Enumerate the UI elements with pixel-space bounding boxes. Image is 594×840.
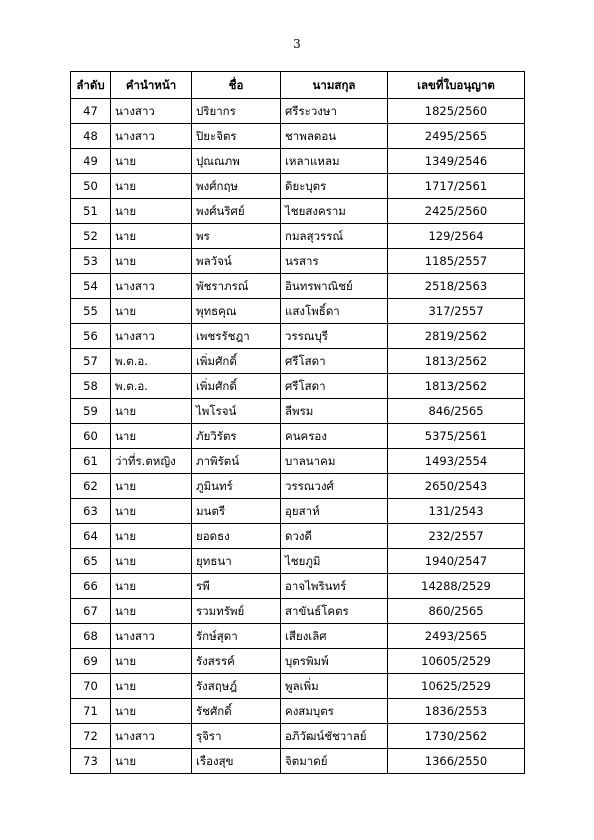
cell-license-number: 2518/2563 <box>388 274 525 299</box>
cell-license-number: 5375/2561 <box>388 424 525 449</box>
cell-title: นาย <box>111 499 192 524</box>
cell-no: 59 <box>71 399 111 424</box>
table-row <box>71 349 525 374</box>
cell-license-number: 1813/2562 <box>388 374 525 399</box>
cell-title: นาย <box>111 699 192 724</box>
cell-title: นาย <box>111 549 192 574</box>
cell-title: นาย <box>111 749 192 774</box>
cell-license-number: 2495/2565 <box>388 124 525 149</box>
cell-last-name: ลีพรม <box>281 399 388 424</box>
cell-title: นาย <box>111 424 192 449</box>
page-number: 3 <box>293 37 301 51</box>
cell-title: นาย <box>111 249 192 274</box>
cell-title: นาย <box>111 674 192 699</box>
cell-no: 64 <box>71 524 111 549</box>
cell-license-number: 129/2564 <box>388 224 525 249</box>
cell-no: 60 <box>71 424 111 449</box>
cell-title: นาย <box>111 474 192 499</box>
cell-last-name: วรรณวงศ์ <box>281 474 388 499</box>
cell-no: 56 <box>71 324 111 349</box>
table-row <box>71 249 525 274</box>
cell-title: นาย <box>111 524 192 549</box>
cell-license-number: 2425/2560 <box>388 199 525 224</box>
cell-last-name: ดวงดี <box>281 524 388 549</box>
table-row <box>71 324 525 349</box>
cell-title: นางสาว <box>111 124 192 149</box>
cell-title: นางสาว <box>111 724 192 749</box>
cell-title: พ.ต.อ. <box>111 374 192 399</box>
table-header-row <box>71 72 525 99</box>
cell-no: 48 <box>71 124 111 149</box>
cell-last-name: วรรณบุรี <box>281 324 388 349</box>
cell-first-name: ไพโรจน์ <box>192 399 281 424</box>
table-row <box>71 99 525 124</box>
cell-title: นาย <box>111 299 192 324</box>
cell-no: 54 <box>71 274 111 299</box>
cell-last-name: เหลาแหลม <box>281 149 388 174</box>
cell-title: นางสาว <box>111 99 192 124</box>
cell-license-number: 860/2565 <box>388 599 525 624</box>
cell-license-number: 1940/2547 <box>388 549 525 574</box>
header-last-name: นามสกุล <box>281 72 388 99</box>
cell-license-number: 1349/2546 <box>388 149 525 174</box>
cell-first-name: เรืองสุข <box>192 749 281 774</box>
header-title: คำนำหน้า <box>111 72 192 99</box>
cell-title: ว่าที่ร.ตหญิง <box>111 449 192 474</box>
cell-license-number: 14288/2529 <box>388 574 525 599</box>
cell-first-name: ภัยวิรัตร <box>192 424 281 449</box>
cell-title: นาย <box>111 199 192 224</box>
cell-first-name: ปุณณภพ <box>192 149 281 174</box>
cell-no: 51 <box>71 199 111 224</box>
cell-license-number: 10605/2529 <box>388 649 525 674</box>
cell-last-name: ศรีระวงษา <box>281 99 388 124</box>
table-row <box>71 649 525 674</box>
cell-first-name: มนตรี <box>192 499 281 524</box>
cell-no: 73 <box>71 749 111 774</box>
cell-title: นาย <box>111 649 192 674</box>
cell-last-name: อภิวัฒน์ชัชวาลย์ <box>281 724 388 749</box>
cell-no: 49 <box>71 149 111 174</box>
cell-first-name: รพี <box>192 574 281 599</box>
cell-license-number: 1366/2550 <box>388 749 525 774</box>
cell-license-number: 1730/2562 <box>388 724 525 749</box>
table-row <box>71 474 525 499</box>
table-row <box>71 499 525 524</box>
cell-last-name: นรสาร <box>281 249 388 274</box>
cell-no: 57 <box>71 349 111 374</box>
cell-last-name: ศรีโสดา <box>281 349 388 374</box>
cell-title: นาย <box>111 599 192 624</box>
cell-title: นาย <box>111 399 192 424</box>
table-row <box>71 724 525 749</box>
cell-last-name: จิตมาดย์ <box>281 749 388 774</box>
cell-no: 58 <box>71 374 111 399</box>
cell-no: 53 <box>71 249 111 274</box>
cell-first-name: ปิยะจิตร <box>192 124 281 149</box>
table-row <box>71 224 525 249</box>
cell-title: นาย <box>111 224 192 249</box>
cell-last-name: ไชยสงคราม <box>281 199 388 224</box>
cell-first-name: พร <box>192 224 281 249</box>
table-row <box>71 374 525 399</box>
cell-first-name: รังสรรค์ <box>192 649 281 674</box>
cell-no: 70 <box>71 674 111 699</box>
table-row <box>71 199 525 224</box>
table-row <box>71 524 525 549</box>
cell-last-name: สาขันธ์โคตร <box>281 599 388 624</box>
cell-no: 52 <box>71 224 111 249</box>
cell-license-number: 2493/2565 <box>388 624 525 649</box>
cell-last-name: เสียงเลิศ <box>281 624 388 649</box>
table-row <box>71 124 525 149</box>
table-row <box>71 624 525 649</box>
cell-first-name: พงศ์นริศย์ <box>192 199 281 224</box>
cell-last-name: อุยสาห์ <box>281 499 388 524</box>
cell-no: 67 <box>71 599 111 624</box>
cell-first-name: รัชศักดิ์ <box>192 699 281 724</box>
cell-no: 68 <box>71 624 111 649</box>
license-table <box>70 71 525 774</box>
cell-no: 63 <box>71 499 111 524</box>
cell-no: 62 <box>71 474 111 499</box>
cell-last-name: คงสมบุตร <box>281 699 388 724</box>
cell-license-number: 10625/2529 <box>388 674 525 699</box>
cell-no: 72 <box>71 724 111 749</box>
cell-first-name: ยุทธนา <box>192 549 281 574</box>
cell-license-number: 2650/2543 <box>388 474 525 499</box>
cell-license-number: 846/2565 <box>388 399 525 424</box>
cell-first-name: พัชราภรณ์ <box>192 274 281 299</box>
cell-license-number: 1185/2557 <box>388 249 525 274</box>
cell-last-name: ศรีโสดา <box>281 374 388 399</box>
cell-license-number: 1813/2562 <box>388 349 525 374</box>
cell-first-name: ปริยากร <box>192 99 281 124</box>
cell-first-name: รังสฤษฎ์ <box>192 674 281 699</box>
cell-first-name: พงศ์กฤษ <box>192 174 281 199</box>
cell-license-number: 1836/2553 <box>388 699 525 724</box>
cell-first-name: ภาพิรัตน์ <box>192 449 281 474</box>
cell-title: นางสาว <box>111 624 192 649</box>
cell-last-name: อาจไพรินทร์ <box>281 574 388 599</box>
table-row <box>71 749 525 774</box>
cell-license-number: 317/2557 <box>388 299 525 324</box>
table-row <box>71 449 525 474</box>
cell-last-name: คนครอง <box>281 424 388 449</box>
cell-no: 65 <box>71 549 111 574</box>
table-row <box>71 549 525 574</box>
table-row <box>71 574 525 599</box>
cell-no: 66 <box>71 574 111 599</box>
cell-last-name: ไชยภูมิ <box>281 549 388 574</box>
header-no: ลำดับ <box>71 72 111 99</box>
cell-first-name: ยอดธง <box>192 524 281 549</box>
cell-title: นางสาว <box>111 274 192 299</box>
cell-first-name: พลวัจน์ <box>192 249 281 274</box>
cell-first-name: รักษ์สุดา <box>192 624 281 649</box>
cell-last-name: ชาพลดอน <box>281 124 388 149</box>
table-row <box>71 174 525 199</box>
cell-last-name: ดิยะบุตร <box>281 174 388 199</box>
table-row <box>71 599 525 624</box>
cell-no: 71 <box>71 699 111 724</box>
cell-title: พ.ต.อ. <box>111 349 192 374</box>
header-first-name: ชื่อ <box>192 72 281 99</box>
cell-no: 55 <box>71 299 111 324</box>
cell-first-name: เพชรรัชฎา <box>192 324 281 349</box>
table-row <box>71 149 525 174</box>
table-row <box>71 274 525 299</box>
cell-first-name: พุทธคุณ <box>192 299 281 324</box>
cell-first-name: ภูมินทร์ <box>192 474 281 499</box>
cell-first-name: เพิ่มศักดิ์ <box>192 349 281 374</box>
cell-title: นาย <box>111 174 192 199</box>
cell-title: นาย <box>111 149 192 174</box>
cell-no: 69 <box>71 649 111 674</box>
cell-license-number: 1717/2561 <box>388 174 525 199</box>
table-row <box>71 699 525 724</box>
table-row <box>71 399 525 424</box>
cell-last-name: พูลเพิ่ม <box>281 674 388 699</box>
cell-license-number: 1493/2554 <box>388 449 525 474</box>
cell-license-number: 131/2543 <box>388 499 525 524</box>
table-row <box>71 674 525 699</box>
cell-license-number: 2819/2562 <box>388 324 525 349</box>
cell-no: 61 <box>71 449 111 474</box>
cell-first-name: รวมทรัพย์ <box>192 599 281 624</box>
cell-title: นาย <box>111 574 192 599</box>
cell-last-name: อินทรพาณิชย์ <box>281 274 388 299</box>
cell-first-name: รุจิรา <box>192 724 281 749</box>
cell-first-name: เพิ่มศักดิ์ <box>192 374 281 399</box>
cell-license-number: 1825/2560 <box>388 99 525 124</box>
table-row <box>71 299 525 324</box>
cell-last-name: บาลนาคม <box>281 449 388 474</box>
table-row <box>71 424 525 449</box>
cell-license-number: 232/2557 <box>388 524 525 549</box>
cell-last-name: แสงโพธิ์ดา <box>281 299 388 324</box>
cell-no: 47 <box>71 99 111 124</box>
header-license-number: เลขที่ใบอนุญาต <box>388 72 525 99</box>
cell-last-name: บุตรพิมพ์ <box>281 649 388 674</box>
cell-title: นางสาว <box>111 324 192 349</box>
cell-last-name: กมลสุวรรณ์ <box>281 224 388 249</box>
table-body <box>71 99 525 774</box>
cell-no: 50 <box>71 174 111 199</box>
